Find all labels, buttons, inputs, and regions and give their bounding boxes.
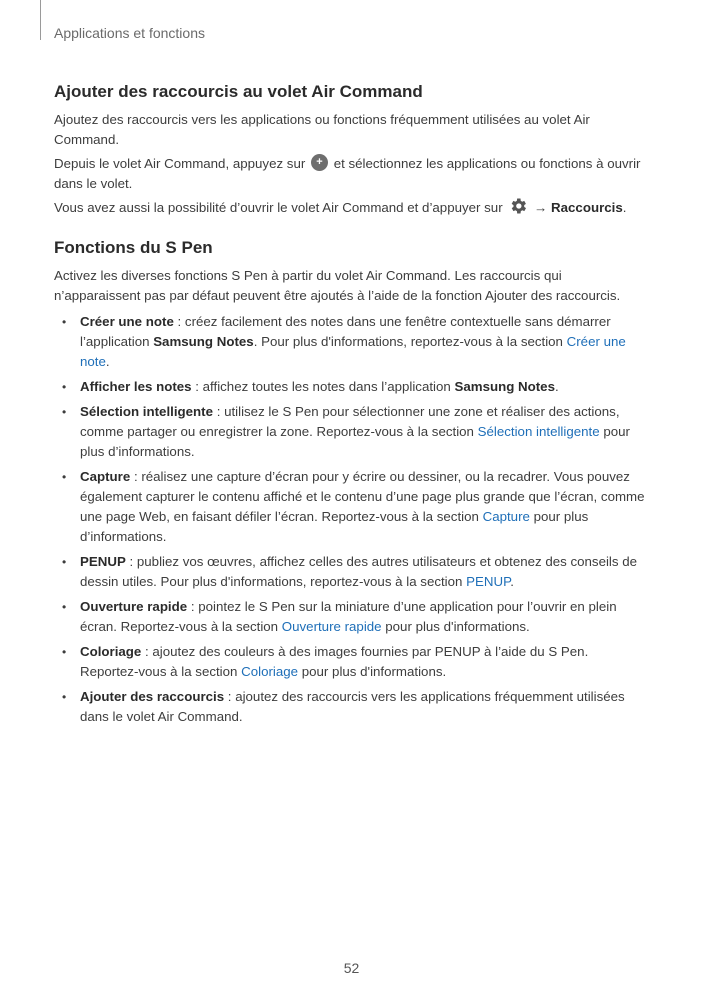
shortcuts-paragraph-2 [54, 154, 648, 194]
item-text: pour plus d'informations. [298, 664, 447, 680]
link-coloring[interactable]: Coloriage [241, 664, 299, 680]
item-text: . [554, 379, 559, 395]
item-text: pour plus d'informations. [381, 619, 530, 635]
item-term: Sélection intelligente [80, 404, 213, 420]
item-term: Ouverture rapide [80, 599, 188, 615]
item-text: . [105, 354, 110, 370]
bullet: • [62, 470, 67, 485]
shortcuts-paragraph-1: Ajoutez des raccourcis vers les applications ou fonctions fréquemment utilisées au volet Air Command. [54, 112, 590, 147]
list-item-coloring [54, 642, 648, 682]
spen-feature-list [54, 312, 648, 727]
item-text: pour plus d’informations. [80, 424, 630, 460]
spen-intro: Activez les diverses fonctions S Pen à partir du volet Air Command. Les raccourcis qui n’apparaissent pas par défaut peuvent être ajoutés à l’aide de la fonction Ajouter des raccourcis. [54, 268, 621, 304]
item-text: : réalisez une capture d’écran pour y écrire ou dessiner, ou la recadrer. Vous pouvez également capturer le contenu affiché et le contenu d’une page plus grande que l’écran, comme une page Web, en faisant défiler l’écran. Reportez-vous à la section [80, 469, 645, 525]
running-header: Applications et fonctions [54, 25, 205, 41]
list-item-add-shortcuts [54, 687, 648, 727]
item-term: Capture [80, 469, 131, 485]
link-glance[interactable]: Ouverture rapide [281, 619, 382, 635]
p3-text-before: Vous avez aussi la possibilité d’ouvrir le volet Air Command et d’appuyer sur [54, 200, 503, 215]
link-smart-select[interactable]: Sélection intelligente [477, 424, 600, 440]
list-item-penup [54, 552, 648, 592]
p2-text-before: Depuis le volet Air Command, appuyez sur [54, 156, 306, 171]
item-text: . Pour plus d'informations, reportez-vous à la section [253, 334, 567, 350]
item-text: : publiez vos œuvres, affichez celles des autres utilisateurs et obtenez des conseils de dessin utiles. Pour plus d'informations, reportez-vous à la section [80, 554, 638, 590]
bullet: • [62, 690, 67, 705]
bullet: • [62, 555, 67, 570]
item-text: : ajoutez des raccourcis vers les applications fréquemment utilisées dans le volet Air Command. [80, 689, 625, 725]
item-term: Coloriage [80, 644, 142, 660]
item-text: : créez facilement des notes dans une fenêtre contextuelle sans démarrer l’application [80, 314, 611, 350]
p3-end: . [622, 200, 627, 215]
add-icon: + [311, 154, 328, 171]
link-create-note[interactable]: Créer une note [80, 334, 626, 370]
item-text: : utilisez le S Pen pour sélectionner une zone et réaliser des actions, comme partager ou enregistrer la zone. Reportez-vous à la section [80, 404, 620, 440]
shortcuts-paragraph-3 [54, 198, 648, 218]
item-text: . [510, 574, 514, 590]
item-text: : pointez le S Pen sur la miniature d’une application pour l’ouvrir en plein écran. Reportez-vous à la section [80, 599, 617, 635]
p3-shortcuts-term: Raccourcis [551, 200, 623, 215]
bullet: • [62, 380, 67, 395]
item-text: : affichez toutes les notes dans l’application [191, 379, 455, 395]
bullet: • [62, 645, 67, 660]
list-item-glance [54, 597, 648, 637]
item-term: PENUP [80, 554, 126, 570]
bullet: • [62, 600, 67, 615]
list-item-view-notes [54, 377, 648, 397]
p3-arrow: → [534, 200, 552, 215]
link-penup[interactable]: PENUP [466, 574, 511, 590]
list-item-smart-select [54, 402, 648, 462]
page-content [54, 82, 648, 732]
item-term: Afficher les notes [80, 379, 192, 395]
list-item-create-note [54, 312, 648, 372]
list-item-capture [54, 467, 648, 547]
item-text: pour plus d’informations. [80, 509, 589, 545]
header-rule [40, 0, 41, 40]
section-title-spen: Fonctions du S Pen [54, 238, 213, 258]
item-bold: Samsung Notes [454, 379, 555, 395]
p2-text-after: et sélectionnez les applications ou fonctions à ouvrir dans le volet. [54, 156, 641, 191]
item-text: : ajoutez des couleurs à des images fournies par PENUP à l’aide du S Pen. Reportez-vous à la section [80, 644, 589, 680]
item-bold: Samsung Notes [153, 334, 254, 350]
bullet: • [62, 315, 67, 330]
gear-icon [508, 196, 528, 216]
item-term: Créer une note [80, 314, 174, 330]
page-number: 52 [343, 960, 360, 976]
bullet: • [62, 405, 67, 420]
section-title-shortcuts: Ajouter des raccourcis au volet Air Command [54, 82, 423, 101]
link-capture[interactable]: Capture [482, 509, 530, 525]
item-term: Ajouter des raccourcis [80, 689, 225, 705]
